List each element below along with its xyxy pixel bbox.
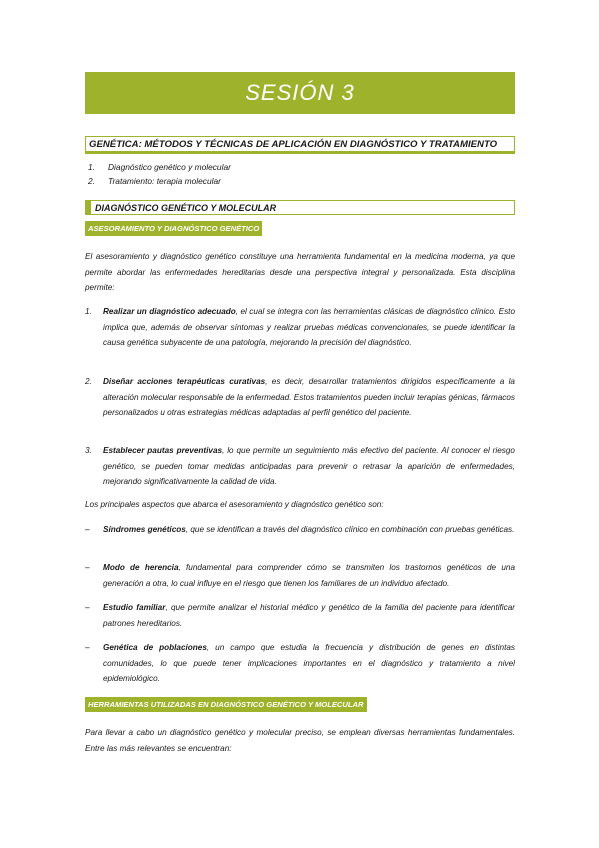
list-item (85, 522, 515, 538)
subsection-heading (85, 697, 367, 712)
list-item-term: Diseñar acciones terapéuticas curativas (103, 377, 266, 386)
toc-label: Tratamiento: terapia molecular (108, 176, 221, 186)
subsection-title: ASESORAMIENTO Y DIAGNÓSTICO GENÉTICO (88, 224, 260, 233)
list-number: 1. (85, 307, 92, 316)
list-item-text: , el cual se integra con las herramientas clásicas de diagnóstico clínico. Esto implica que, además de observar síntomas y realizar pruebas médicas convencionales, se puede identificar la causa genética subyacente de una patología, mejorando la precisión del diagnóstico. (103, 307, 515, 347)
list-item (85, 374, 515, 421)
aspects-intro: Los principales aspectos que abarca el asesoramiento y diagnóstico genético son: (85, 500, 384, 509)
session-banner (85, 72, 515, 114)
list-dash: – (85, 525, 90, 534)
list-number: 3. (85, 446, 92, 455)
list-item (85, 640, 515, 687)
list-item-term: Estudio familiar (103, 603, 166, 612)
list-item (85, 304, 515, 351)
list-item-text: , que permite analizar el historial médico y genético de la familia del paciente para identificar patrones hereditarios. (103, 603, 516, 628)
toc-number: 2. (88, 176, 95, 186)
list-item-text: , fundamental para comprender cómo se transmiten los trastornos genéticos de una generación a otra, lo cual influye en el riesgo que tienen los familiares de un individuo afectado. (103, 563, 515, 588)
list-item-term: Realizar un diagnóstico adecuado (103, 307, 236, 316)
list-number: 2. (85, 377, 92, 386)
list-item (85, 443, 515, 490)
topic-heading (85, 136, 515, 154)
subsection-title: HERRAMIENTAS UTILIZADAS EN DIAGNÓSTICO GENÉTICO Y MOLECULAR (88, 700, 364, 709)
topic-title: GENÉTICA: MÉTODOS Y TÉCNICAS DE APLICACIÓN EN DIAGNÓSTICO Y TRATAMIENTO (89, 138, 498, 150)
session-title: SESIÓN 3 (245, 80, 355, 105)
section-title: DIAGNÓSTICO GENÉTICO Y MOLECULAR (95, 202, 277, 213)
list-item-text: , que se identifican a través del diagnóstico clínico en combinación con pruebas genéticas. (185, 525, 515, 534)
list-item-text: , es decir, desarrollar tratamientos dirigidos específicamente a la alteración molecular responsable de la enfermedad. Estos tratamientos pueden incluir terapias génicas, fármacos personalizados u otras estrategias médicas adaptadas al perfil genético del paciente. (103, 377, 515, 417)
toc-label: Diagnóstico genético y molecular (108, 162, 231, 172)
list-item (85, 560, 515, 591)
list-dash: – (85, 563, 90, 572)
list-item-text: , un campo que estudia la frecuencia y distribución de genes en distintas comunidades, lo que puede tener implicaciones importantes en el diagnóstico y tratamiento a nivel epidemiológico. (103, 643, 515, 683)
tools-intro: Para llevar a cabo un diagnóstico genético y molecular preciso, se emplean diversas herramientas fundamentales. Entre las más relevantes se encuentran: (85, 728, 515, 753)
list-item-text: , lo que permite un seguimiento más efectivo del paciente. Al conocer el riesgo genético, se pueden tomar medidas anticipadas para prevenir o retrasar la aparición de enfermedades, mejorando significativamente la calidad de vida. (103, 446, 515, 486)
table-of-contents (88, 160, 231, 188)
list-item (85, 600, 515, 631)
list-item-term: Modo de herencia (103, 563, 179, 572)
subsection-heading (85, 221, 262, 236)
list-dash: – (85, 643, 90, 652)
section-heading (85, 200, 515, 215)
toc-item (88, 160, 231, 174)
list-item-term: Establecer pautas preventivas (103, 446, 223, 455)
list-dash: – (85, 603, 90, 612)
intro-paragraph: El asesoramiento y diagnóstico genético constituye una herramienta fundamental en la medicina moderna, ya que permite abordar las enfermedades hereditarias desde una perspectiva integral y personalizada. Esta disciplina permite: (85, 252, 515, 292)
list-item-term: Síndromes genéticos (103, 525, 186, 534)
toc-item (88, 174, 231, 188)
list-item-term: Genética de poblaciones (103, 643, 207, 652)
toc-number: 1. (88, 162, 95, 172)
